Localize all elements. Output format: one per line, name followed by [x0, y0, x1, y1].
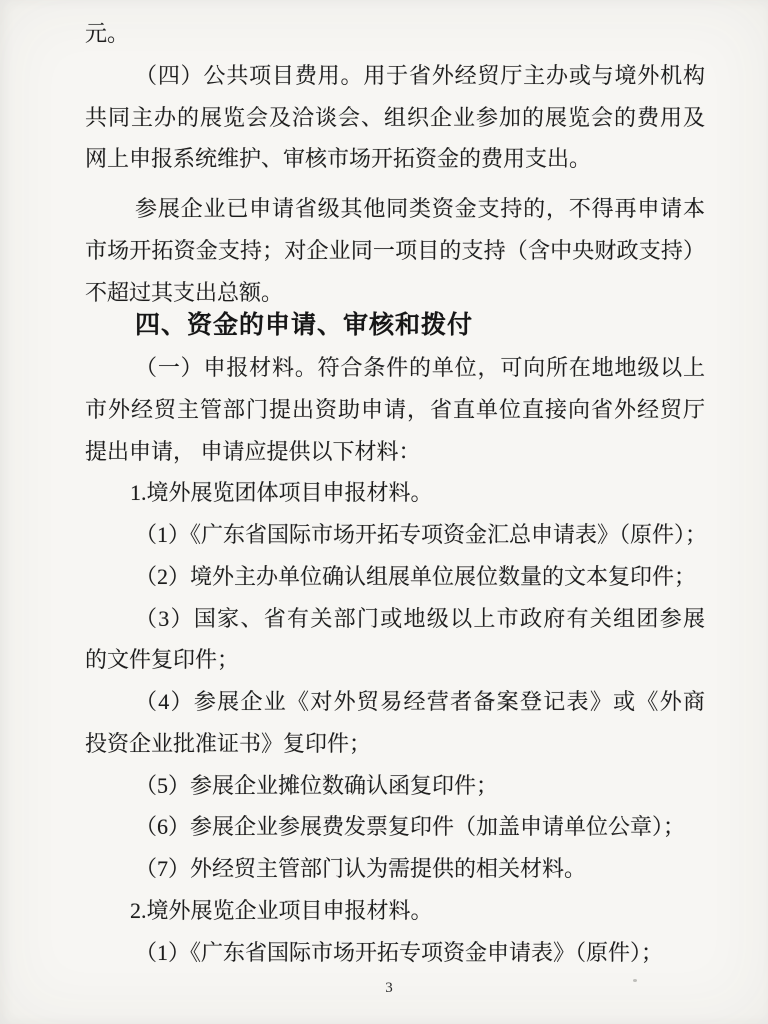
document-line: 共同主办的展览会及洽谈会、组织企业参加的展览会的费用及 [85, 104, 705, 130]
document-line: （四）公共项目费用。用于省外经贸厅主办或与境外机构 [135, 62, 705, 88]
document-line: 网上申报系统维护、审核市场开拓资金的费用支出。 [85, 146, 592, 172]
document-line: 参展企业已申请省级其他同类资金支持的，不得再申请本 [135, 196, 705, 221]
section-heading: 四、资金的申请、审核和拨付 [135, 311, 474, 340]
document-line: （4）参展企业《对外贸易经营者备案登记表》或《外商 [135, 689, 705, 714]
document-line: （1）《广东省国际市场开拓专项资金汇总申请表》（原件）； [135, 522, 708, 547]
document-line: （一）申报材料。符合条件的单位，可向所在地地级以上 [135, 355, 705, 380]
document-line: （7）外经贸主管部门认为需提供的相关材料。 [135, 856, 587, 881]
document-line: （1）《广东省国际市场开拓专项资金申请表》（原件）； [135, 939, 664, 965]
document-line: 投资企业批准证书》复印件； [85, 730, 372, 756]
document-line: 市场开拓资金支持；对企业同一项目的支持（含中央财政支持） [85, 237, 705, 263]
document-line: （5）参展企业摊位数确认函复印件； [135, 772, 499, 798]
page-number: 3 [385, 980, 393, 996]
scan-speck [633, 979, 637, 982]
document-line: 的文件复印件； [85, 647, 240, 673]
document-line: 2.境外展览企业项目申报材料。 [130, 897, 433, 923]
scan-speck [362, 954, 365, 956]
document-line: 提出申请， 申请应提供以下材料： [85, 438, 421, 464]
document-line: （6）参展企业参展费发票复印件（加盖申请单位公章）； [135, 814, 686, 840]
document-line: 不超过其支出总额。 [85, 279, 284, 305]
document-line: （2）境外主办单位确认组展单位展位数量的文本复印件； [135, 563, 697, 589]
document-line: 1.境外展览团体项目申报材料。 [130, 480, 433, 506]
document-line: （3）国家、省有关部门或地级以上市政府有关组团参展 [135, 605, 705, 631]
document-line: 元。 [85, 21, 130, 46]
document-line: 市外经贸主管部门提出资助申请，省直单位直接向省外经贸厅 [85, 396, 705, 422]
document-body [85, 13, 708, 973]
